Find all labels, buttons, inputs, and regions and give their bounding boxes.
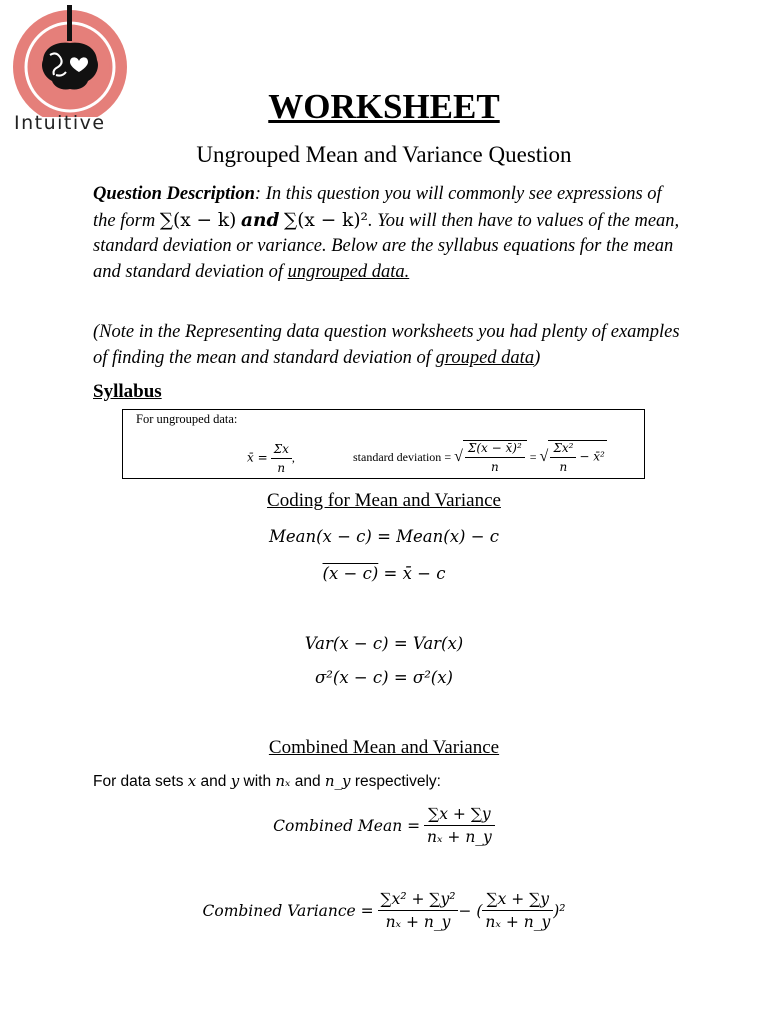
combined-var-denominator-2: nₓ + n_y [485, 913, 551, 931]
coding-eq-mean: Mean(x − c) = Mean(x) − c [268, 527, 500, 546]
combined-var-fraction-1 [378, 890, 459, 931]
ungrouped-data-link-text: ungrouped data. [287, 261, 410, 282]
combined-var-close: )² [553, 901, 566, 920]
bar-expression-rest: = x̄ − c [378, 564, 446, 583]
sd-numerator-2: Σx² [550, 441, 576, 458]
combined-mean-numerator: ∑x + ∑y [424, 805, 495, 826]
sd-numerator-1: Σ(x − x̄)² [465, 441, 525, 458]
combined-variance-formula [0, 890, 768, 931]
combined-var-numerator-1: ∑x² + ∑y² [378, 890, 459, 911]
combined-mean-formula [0, 805, 768, 846]
mean-numerator: Σx [271, 442, 292, 459]
var-ny: n_y [324, 772, 351, 790]
combined-var-numerator-2: ∑x + ∑y [482, 890, 553, 911]
combined-mean-fraction [424, 805, 495, 846]
coding-eq-bar [0, 564, 768, 583]
combined-var-denominator-1: nₓ + n_y [385, 913, 451, 931]
sd-fraction-1 [465, 441, 525, 474]
intro-text-1: For data sets [93, 773, 188, 790]
combined-var-lhs: Combined Variance = [202, 901, 374, 920]
combined-heading: Combined Mean and Variance [268, 737, 500, 758]
var-x: x [187, 772, 197, 790]
description-text-2: . You will then have to values of the mean, standard deviation or variance. Below are the syllabus equations for the mean and standard deviation of [93, 210, 680, 282]
and-word: and [241, 209, 280, 231]
sd-denominator-1: n [490, 460, 499, 474]
sd-equals: = [444, 449, 452, 464]
syllabus-heading: Syllabus [93, 381, 162, 402]
combined-var-minus: − ( [458, 901, 483, 920]
grouped-data-note [93, 319, 693, 371]
expression-1: ∑(x − k) [159, 209, 237, 231]
coding-heading: Coding for Mean and Variance [267, 490, 501, 511]
logo-text: Intuitive [14, 112, 106, 134]
description-text-1: : In this question you will commonly see expressions of the form [93, 184, 662, 231]
combined-mean-lhs: Combined Mean = [273, 816, 421, 835]
intro-text-2: respectively: [350, 773, 441, 790]
mean-lhs: x̄ = [247, 450, 268, 465]
note-text-1: (Note in the Representing data question worksheets you had plenty of examples of finding the mean and standard deviation of [93, 322, 680, 368]
mean-fraction [271, 442, 292, 475]
intro-with: with [239, 773, 276, 790]
syllabus-box-label: For ungrouped data: [136, 412, 238, 426]
note-underlined: grouped data [435, 348, 535, 368]
sd-equals-2: = [529, 449, 537, 464]
sd-fraction-2 [550, 441, 576, 474]
expression-2: ∑(x − k)² [284, 209, 368, 231]
sqrt-content-1 [463, 440, 527, 474]
page-title: WORKSHEET [268, 87, 500, 126]
intro-and: and [196, 773, 231, 790]
sd-label: standard deviation [353, 449, 442, 464]
question-description [93, 182, 683, 285]
sqrt-icon-2: √ [539, 448, 549, 465]
sqrt-icon: √ [454, 448, 463, 465]
intro-and-2: and [290, 773, 325, 790]
syllabus-formula-box [122, 409, 645, 479]
coding-eq-sigma: σ²(x − c) = σ²(x) [315, 668, 453, 687]
combined-mean-denominator: nₓ + n_y [427, 828, 492, 846]
description-label: Question Description [93, 184, 255, 204]
syllabus-mean-formula [247, 442, 295, 475]
bar-expression: (x − c) [322, 564, 379, 583]
sqrt-content-2 [548, 440, 607, 474]
sd-minus-mean-squared: − x̄² [579, 449, 605, 464]
var-nx: nₓ [275, 772, 291, 790]
coding-eq-var: Var(x − c) = Var(x) [304, 634, 464, 653]
sd-denominator-2: n [559, 460, 568, 474]
syllabus-sd-formula [353, 440, 607, 474]
mean-denominator: n [277, 461, 286, 475]
note-text-2: ) [534, 348, 541, 368]
datasets-intro [93, 772, 441, 791]
mean-comma: , [291, 450, 295, 465]
var-y: y [230, 772, 240, 790]
combined-var-fraction-2 [482, 890, 553, 931]
page-subtitle: Ungrouped Mean and Variance Question [196, 142, 572, 167]
